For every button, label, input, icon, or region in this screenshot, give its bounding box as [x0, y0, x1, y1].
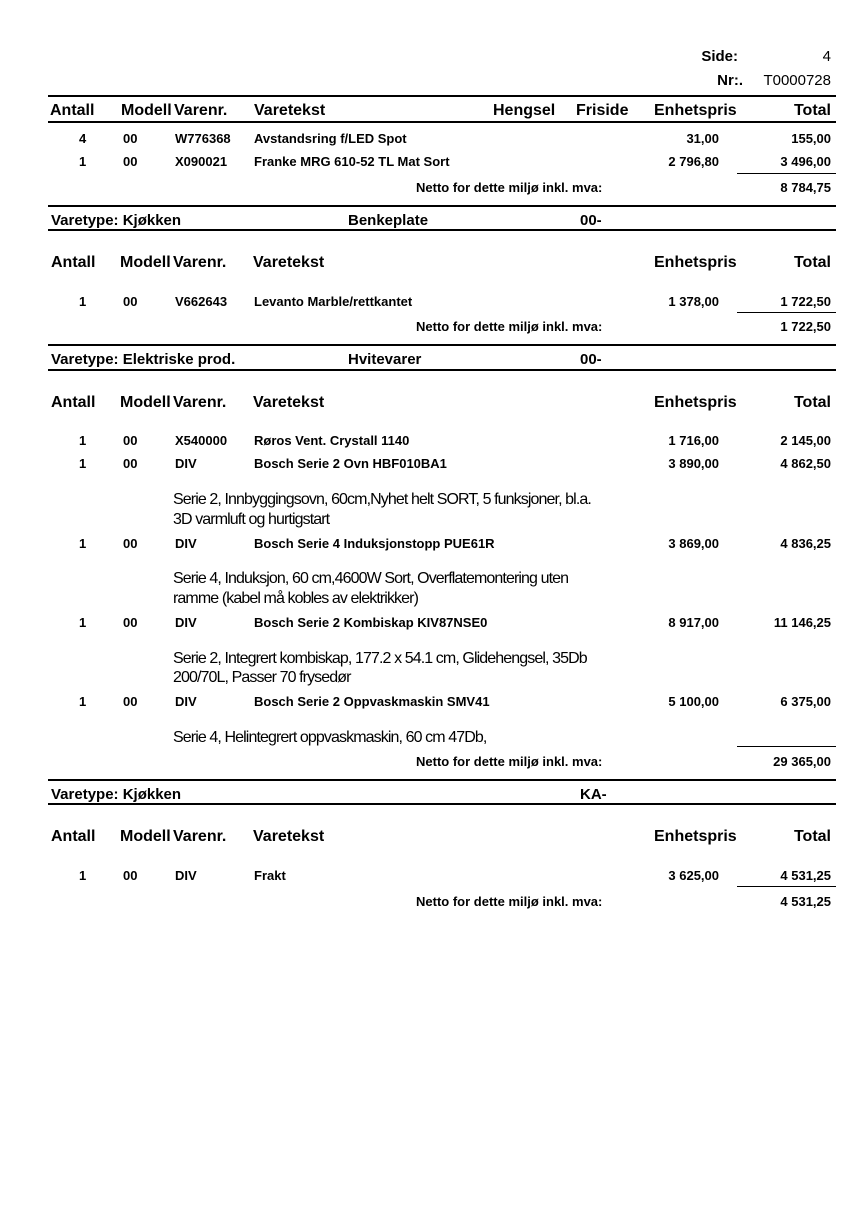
- subtotal-rule: [737, 173, 836, 174]
- col-enhetspris: Enhetspris: [654, 394, 737, 411]
- row-varetekst: Røros Vent. Crystall 1140: [254, 433, 410, 448]
- col-varetekst: Varetekst: [253, 394, 325, 411]
- col-enhetspris: Enhetspris: [654, 102, 737, 119]
- row-antall: 1: [79, 694, 87, 709]
- netto-label: Netto for dette miljø inkl. mva:: [416, 754, 603, 769]
- row-description: 3D varmluft og hurtigstart: [173, 511, 330, 528]
- row-enhetspris: 1 378,00: [668, 294, 719, 309]
- varetype-label: Varetype: Kjøkken: [51, 212, 182, 229]
- varetype-label: Varetype: Kjøkken: [51, 786, 182, 803]
- varetype-label: Varetype: Elektriske prod.: [51, 351, 236, 368]
- subtotal-rule: [737, 886, 836, 887]
- row-total: 3 496,00: [780, 154, 831, 169]
- col-antall: Antall: [51, 828, 96, 845]
- row-varetekst: Bosch Serie 4 Induksjonstopp PUE61R: [254, 536, 495, 551]
- row-varenr: X090021: [175, 154, 228, 169]
- row-total: 1 722,50: [780, 294, 831, 309]
- row-varenr: DIV: [175, 536, 197, 551]
- row-modell: 00: [123, 536, 138, 551]
- row-enhetspris: 8 917,00: [668, 615, 719, 630]
- row-enhetspris: 3 890,00: [668, 456, 719, 471]
- header-top-rule: [48, 95, 836, 97]
- section-top-rule: [48, 779, 836, 781]
- row-total: 4 862,50: [780, 456, 831, 471]
- row-antall: 1: [79, 154, 87, 169]
- row-enhetspris: 31,00: [686, 131, 719, 146]
- row-modell: 00: [123, 456, 138, 471]
- col-varetekst: Varetekst: [253, 254, 325, 271]
- group-label: Benkeplate: [348, 212, 429, 229]
- section-top-rule: [48, 205, 836, 207]
- row-description: Serie 2, Integrert kombiskap, 177.2 x 54.1 cm, Glidehengsel, 35Db: [173, 650, 587, 667]
- col-total: Total: [793, 394, 831, 411]
- nr-label: Nr:.: [717, 72, 743, 89]
- row-enhetspris: 3 869,00: [668, 536, 719, 551]
- row-enhetspris: 3 625,00: [668, 868, 719, 883]
- row-description: Serie 4, Helintegrert oppvaskmaskin, 60 cm 47Db,: [173, 729, 487, 746]
- col-varetekst: Varetekst: [254, 102, 326, 119]
- row-antall: 1: [79, 433, 87, 448]
- section-header-rule: [48, 369, 836, 371]
- row-modell: 00: [123, 868, 138, 883]
- row-varenr: W776368: [175, 131, 231, 146]
- row-varenr: DIV: [175, 694, 197, 709]
- col-varenr: Varenr.: [174, 102, 228, 119]
- column-header-rule: [48, 121, 836, 123]
- group-label: Hvitevarer: [348, 351, 422, 368]
- row-varetekst: Frakt: [254, 868, 286, 883]
- col-total: Total: [793, 102, 831, 119]
- subtotal-rule: [737, 746, 836, 747]
- row-antall: 1: [79, 536, 87, 551]
- row-modell: 00: [123, 294, 138, 309]
- row-antall: 1: [79, 868, 87, 883]
- row-modell: 00: [123, 433, 138, 448]
- col-varenr: Varenr.: [173, 254, 227, 271]
- row-modell: 00: [123, 131, 138, 146]
- section-header-rule: [48, 803, 836, 805]
- row-antall: 1: [79, 294, 87, 309]
- row-enhetspris: 5 100,00: [668, 694, 719, 709]
- row-total: 11 146,25: [773, 615, 831, 630]
- row-antall: 1: [79, 615, 87, 630]
- netto-label: Netto for dette miljø inkl. mva:: [416, 319, 603, 334]
- row-description: Serie 2, Innbyggingsovn, 60cm,Nyhet helt SORT, 5 funksjoner, bl.a.: [173, 491, 591, 508]
- col-antall: Antall: [50, 102, 95, 119]
- row-total: 155,00: [791, 131, 831, 146]
- col-antall: Antall: [51, 394, 96, 411]
- subtotal-rule: [737, 312, 836, 313]
- col-antall: Antall: [51, 254, 96, 271]
- col-friside: Friside: [576, 102, 629, 119]
- row-modell: 00: [123, 154, 138, 169]
- row-modell: 00: [123, 694, 138, 709]
- row-antall: 4: [79, 131, 87, 146]
- row-total: 4 531,25: [780, 868, 831, 883]
- col-total: Total: [793, 254, 831, 271]
- side-label: Side:: [701, 48, 738, 65]
- row-enhetspris: 2 796,80: [668, 154, 719, 169]
- col-modell: Modell: [121, 102, 172, 119]
- side-value: 4: [822, 48, 831, 65]
- netto-value: 4 531,25: [780, 894, 831, 909]
- nr-value: T0000728: [763, 72, 831, 89]
- row-varenr: X540000: [175, 433, 228, 448]
- netto-value: 8 784,75: [780, 180, 831, 195]
- group-code: KA-: [580, 786, 607, 803]
- row-varenr: DIV: [175, 456, 197, 471]
- row-total: 2 145,00: [780, 433, 831, 448]
- col-modell: Modell: [120, 254, 171, 271]
- netto-value: 1 722,50: [780, 319, 831, 334]
- section-top-rule: [48, 344, 836, 346]
- row-modell: 00: [123, 615, 138, 630]
- row-varetekst: Bosch Serie 2 Ovn HBF010BA1: [254, 456, 447, 471]
- col-enhetspris: Enhetspris: [654, 828, 737, 845]
- netto-label: Netto for dette miljø inkl. mva:: [416, 180, 603, 195]
- col-modell: Modell: [120, 394, 171, 411]
- col-varetekst: Varetekst: [253, 828, 325, 845]
- netto-label: Netto for dette miljø inkl. mva:: [416, 894, 603, 909]
- row-varetekst: Bosch Serie 2 Kombiskap KIV87NSE0: [254, 615, 488, 630]
- row-total: 6 375,00: [780, 694, 831, 709]
- group-code: 00-: [580, 351, 602, 368]
- section-header-rule: [48, 229, 836, 231]
- row-description: 200/70L, Passer 70 frysedør: [173, 669, 351, 686]
- row-description: ramme (kabel må kobles av elektrikker): [173, 590, 418, 607]
- row-total: 4 836,25: [780, 536, 831, 551]
- row-description: Serie 4, Induksjon, 60 cm,4600W Sort, Overflatemontering uten: [173, 570, 569, 587]
- row-varenr: V662643: [175, 294, 228, 309]
- row-varenr: DIV: [175, 615, 197, 630]
- col-modell: Modell: [120, 828, 171, 845]
- row-antall: 1: [79, 456, 87, 471]
- row-varetekst: Bosch Serie 2 Oppvaskmaskin SMV41: [254, 694, 490, 709]
- row-varetekst: Avstandsring f/LED Spot: [254, 131, 407, 146]
- row-varenr: DIV: [175, 868, 197, 883]
- group-code: 00-: [580, 212, 602, 229]
- row-enhetspris: 1 716,00: [668, 433, 719, 448]
- row-varetekst: Franke MRG 610-52 TL Mat Sort: [254, 154, 450, 169]
- col-varenr: Varenr.: [173, 394, 227, 411]
- col-varenr: Varenr.: [173, 828, 227, 845]
- row-varetekst: Levanto Marble/rettkantet: [254, 294, 413, 309]
- col-enhetspris: Enhetspris: [654, 254, 737, 271]
- col-total: Total: [793, 828, 831, 845]
- netto-value: 29 365,00: [773, 754, 831, 769]
- col-hengsel: Hengsel: [493, 102, 556, 119]
